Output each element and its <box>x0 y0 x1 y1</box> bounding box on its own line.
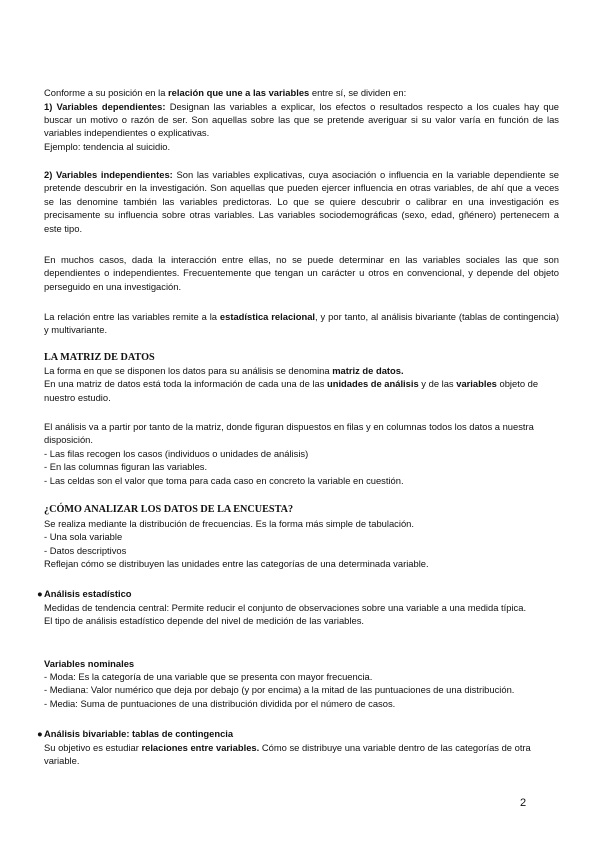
variables-bold: variables <box>456 378 497 390</box>
relation-text: La relación entre las variables remite a la <box>44 311 220 322</box>
list-item: - Media: Suma de puntuaciones de una distribución dividida por el número de casos. <box>44 697 396 709</box>
independent-variables-paragraph <box>44 168 559 235</box>
frequency-text: Se realiza mediante la distribución de frecuencias. Es la forma más simple de tabulación. <box>44 518 414 529</box>
interaction-paragraph: En muchos casos, dada la interacción entre ellas, no se puede determinar en las variables sociales las que son dependientes o independientes. Frecuentemente que tengan un carácter u otros en convencional, y depende del objeto perseguido en una investigación. <box>44 254 559 292</box>
bivariate-analysis-text <box>44 741 559 768</box>
analysis-section <box>44 420 559 487</box>
dependent-variables-section <box>44 100 559 154</box>
statistical-analysis-section <box>44 601 559 628</box>
matrix-section <box>44 364 559 404</box>
bivariate-bold: relaciones entre variables. <box>141 741 260 753</box>
bivariate-analysis-label: Análisis bivariable: tablas de contingencia <box>44 728 234 739</box>
page-number: 2 <box>520 797 527 809</box>
intro-bold: relación que une a las variables <box>168 87 310 98</box>
list-item: - Una sola variable <box>44 531 123 543</box>
relation-bold: estadística relacional <box>219 311 316 322</box>
central-tendency-text: Medidas de tendencia central: Permite reducir el conjunto de observaciones sobre una variable a una medida típica. <box>44 601 527 613</box>
statistical-analysis-title <box>37 587 132 600</box>
analysis-type-text: El tipo de análisis estadístico depende del nivel de medición de las variables. <box>44 614 364 626</box>
nominal-variables-title: Variables nominales <box>44 658 135 669</box>
dependent-variables-paragraph <box>44 100 559 140</box>
dependent-label: 1) Variables dependientes: <box>44 100 166 112</box>
list-item: - Datos descriptivos <box>44 544 127 556</box>
matrix-definition <box>44 364 559 377</box>
independent-label: 2) Variables independientes: <box>44 169 173 180</box>
bivariate-analysis-title <box>37 727 233 740</box>
units-of-analysis-bold: unidades de análisis <box>327 378 419 390</box>
intro-text: Conforme a su posición en la <box>44 87 169 98</box>
relation-text-end: , y por tanto, al análisis bivariante (tablas de contingencia) y multivariante. <box>44 311 559 336</box>
bivariate-text: Su objetivo es estudiar <box>44 741 142 753</box>
dependent-example: Ejemplo: tendencia al suicidio. <box>44 140 171 152</box>
dependent-text: Designan las variables a explicar, los efectos o resultados respecto a los cuales hay que buscar un motivo o razón de ser. Son aquellas sobre las que se pretende averiguar si su valor varía en función de las variables independientes o explicativas. <box>44 100 559 139</box>
bullet-icon: ● <box>37 588 43 599</box>
matrix-definition-text: La forma en que se disponen los datos para su análisis se denomina <box>44 365 333 376</box>
matrix-content-text: En una matriz de datos está toda la información de cada una de las <box>44 378 327 390</box>
matrix-content-mid: y de las <box>418 378 457 390</box>
reflect-text: Reflejan cómo se distribuyen las unidades entre las categorías de una determinada variable. <box>44 558 429 570</box>
how-to-analyze-heading: ¿CÓMO ANALIZAR LOS DATOS DE LA ENCUESTA? <box>44 504 294 515</box>
matrix-content <box>44 377 559 404</box>
matrix-definition-bold: matriz de datos. <box>332 365 404 376</box>
matrix-content-end: objeto de nuestro estudio. <box>44 378 539 403</box>
bullet-icon: ● <box>37 728 43 739</box>
how-to-analyze-section <box>44 517 559 571</box>
list-item: - Mediana: Valor numérico que deja por debajo (y por encima) a la mitad de las puntuaciones de una distribución. <box>44 684 515 696</box>
nominal-variables-list <box>44 670 559 710</box>
list-item: - Las filas recogen los casos (individuos o unidades de análisis) <box>44 447 309 459</box>
statistical-analysis-label: Análisis estadístico <box>44 588 132 599</box>
matrix-heading: LA MATRIZ DE DATOS <box>44 352 155 363</box>
list-item: - En las columnas figuran las variables. <box>44 461 208 473</box>
list-item: - Las celdas son el valor que toma para cada caso en concreto la variable en cuestión. <box>44 474 404 486</box>
relation-paragraph <box>44 310 559 337</box>
bivariate-text-end: Cómo se distribuye una variable dentro de las categorías de otra variable. <box>44 741 531 766</box>
list-item: - Moda: Es la categoría de una variable que se presenta con mayor frecuencia. <box>44 671 373 682</box>
intro-paragraph <box>44 86 559 99</box>
analysis-text: El análisis va a partir por tanto de la matriz, donde figuran dispuestos en filas y en columnas todos los datos a nuestra disposición. <box>44 421 534 446</box>
independent-text: Son las variables explicativas, cuya asociación o influencia en la variable dependiente se pretende descubrir en la investigación. Son aquellas que pueden ejercer influencia en otras variables, de ahí que a veces se las denomine también las variables predictoras. Lo que se quiere descubrir o calibrar en una investigación es precisamente su influencia sobre otras variables. Las variables sociodemográficas (sexo, edad, gñénero) pertenecem a este tipo. <box>44 169 559 234</box>
intro-text-end: entre sí, se dividen en: <box>309 87 407 98</box>
